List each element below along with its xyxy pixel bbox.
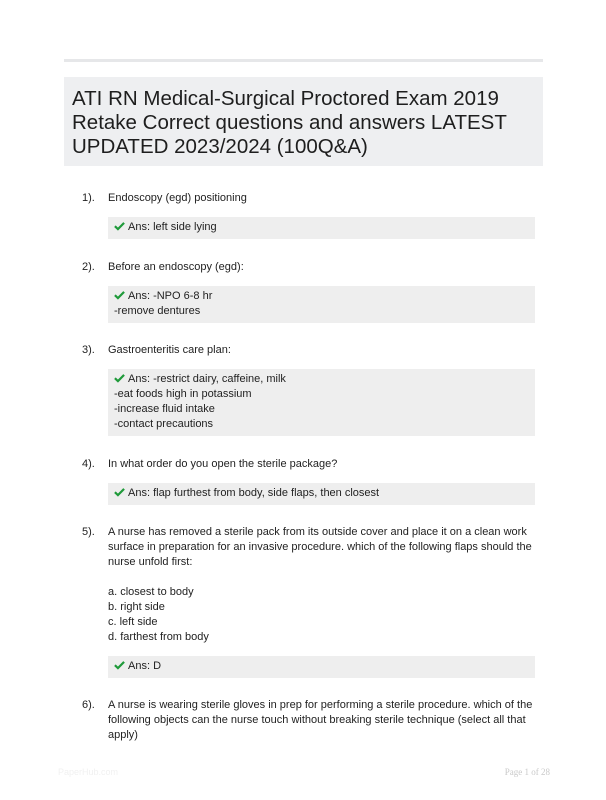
document-title: ATI RN Medical-Surgical Proctored Exam 2019 Retake Correct questions and answers LATEST UPDATED 2023/2024 (100Q&A) xyxy=(72,87,507,158)
answer-text-continued: -eat foods high in potassium -increase fluid intake -contact precautions xyxy=(114,388,252,430)
answer-box xyxy=(108,656,535,678)
question-number: 5). xyxy=(82,526,95,538)
question-item xyxy=(82,698,542,743)
question-text: A nurse has removed a sterile pack from its outside cover and place it on a clean work surface in preparation for an invasive procedure. which of the following flaps should the nurse unfold first: a. closest to body b. right side c. left side d. farthest from body xyxy=(108,526,532,643)
top-divider xyxy=(64,59,543,62)
answer-text-continued: -remove dentures xyxy=(114,305,201,317)
checkmark-icon xyxy=(114,221,125,231)
answer-box xyxy=(108,217,535,239)
checkmark-icon xyxy=(114,487,125,497)
footer-watermark: PaperHub.com xyxy=(58,767,119,777)
question-text: A nurse is wearing sterile gloves in prep for performing a sterile procedure. which of the following objects can the nurse touch without breaking sterile technique (select all that apply) xyxy=(108,699,533,741)
answer-box xyxy=(108,483,535,505)
question-text: Endoscopy (egd) positioning xyxy=(108,192,247,204)
answer-box xyxy=(108,286,535,323)
title-block xyxy=(64,77,543,166)
checkmark-icon xyxy=(114,660,125,670)
question-item xyxy=(82,525,542,678)
answer-text: Ans: -NPO 6-8 hr xyxy=(128,290,213,302)
answer-text: Ans: -restrict dairy, caffeine, milk xyxy=(128,373,286,385)
checkmark-icon xyxy=(114,290,125,300)
question-number: 2). xyxy=(82,261,95,273)
question-item xyxy=(82,343,542,436)
question-item xyxy=(82,260,542,323)
answer-text: Ans: D xyxy=(128,660,162,672)
answer-text: Ans: left side lying xyxy=(128,221,217,233)
checkmark-icon xyxy=(114,373,125,383)
question-text: Gastroenteritis care plan: xyxy=(108,344,231,356)
answer-box xyxy=(108,369,535,436)
page-number: Page 1 of 28 xyxy=(504,767,550,777)
question-item xyxy=(82,191,542,239)
question-item xyxy=(82,457,542,505)
question-number: 1). xyxy=(82,192,95,204)
question-text: Before an endoscopy (egd): xyxy=(108,261,244,273)
answer-text: Ans: flap furthest from body, side flaps, then closest xyxy=(128,487,380,499)
question-text: In what order do you open the sterile package? xyxy=(108,458,338,470)
question-number: 6). xyxy=(82,699,95,711)
question-number: 3). xyxy=(82,344,95,356)
question-number: 4). xyxy=(82,458,95,470)
